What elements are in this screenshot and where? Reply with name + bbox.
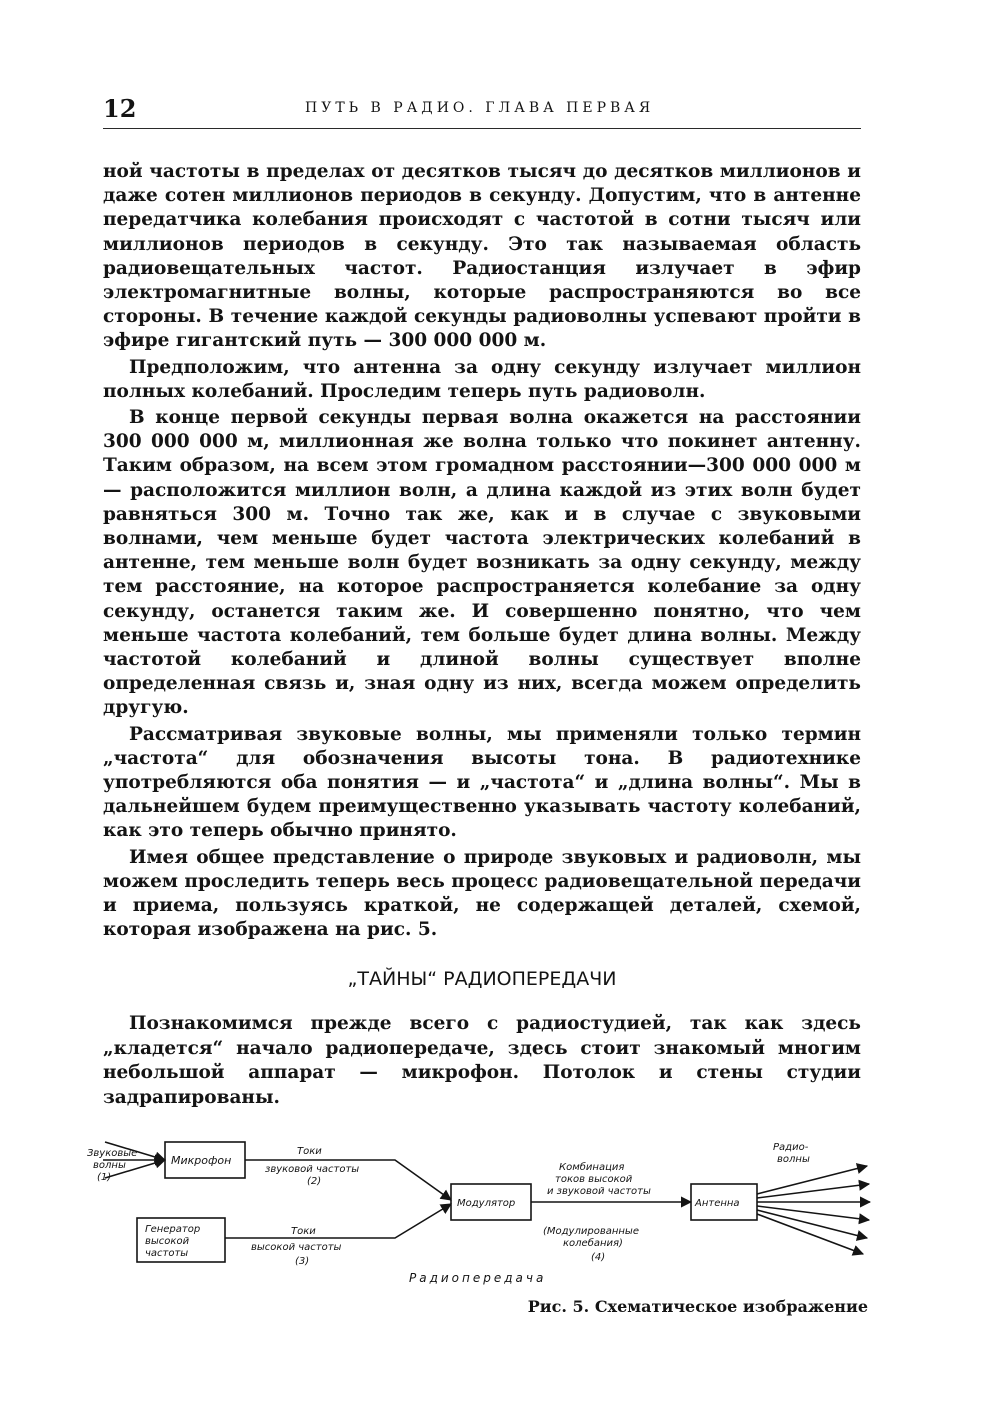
header-rule [103, 128, 861, 129]
label-modulated: колебания) [563, 1238, 623, 1249]
body-text [103, 160, 861, 943]
paragraph: Имея общее представление о природе звуковых и радиоволн, мы можем проследить теперь весь процесс радиовещательной передачи и приема, пользуясь краткой, не содержащей деталей, схемой, которая изображена на рис. 5. [103, 846, 861, 941]
hf-current-line [225, 1204, 451, 1238]
label-generator: частоты [145, 1248, 189, 1259]
page-number: 12 [103, 94, 137, 123]
section-paragraph [103, 1012, 861, 1110]
label-microphone: Микрофон [171, 1154, 232, 1167]
output-line [757, 1210, 867, 1238]
label-hf-current: высокой частоты [251, 1242, 342, 1253]
label-combined: токов высокой [555, 1174, 633, 1185]
paragraph: Познакомимся прежде всего с радиостудией, так как здесь „кладется“ начало радиопередаче, здесь стоит знакомый многим небольшой аппарат — микрофон. Потолок и стены студии задрапированы. [103, 1013, 861, 1108]
output-line [757, 1184, 869, 1198]
label-audio-current: звуковой частоты [265, 1164, 360, 1175]
label-generator: высокой [145, 1236, 190, 1247]
label-modulator: Модулятор [457, 1198, 516, 1209]
paragraph: В конце первой секунды первая волна окажется на расстоянии 300 000 000 м, миллионная же волна только что покинет антенну. Таким образом, на всем этом громадном расстоянии—300 000 000 м— расположится миллион волн, а длина каждой из этих волн будет равняться 300 м. Точно так же, как и в случае с звуковыми волнами, чем меньше будет частота электрических колебаний в антенне, тем меньше волн будет возникать за одну секунду, между тем расстояние, на которое распространяется колебание за одну секунду, останется таким же. И совершенно понятно, что чем меньше частота колебаний, тем больше будет длина волны. Между частотой колебаний и длиной волны существует вполне определенная связь и, зная одну из них, всегда можем определить другую. [103, 407, 861, 719]
label-sound-waves: Звуковые [87, 1148, 138, 1159]
diagram-title: Радиопередача [409, 1271, 547, 1285]
label-sound-waves: волны [93, 1160, 126, 1171]
label-audio-current: Токи [297, 1146, 322, 1157]
label-hf-current: Токи [291, 1226, 316, 1237]
section-heading: „ТАЙНЫ“ РАДИОПЕРЕДАЧИ [347, 968, 617, 990]
output-line [757, 1206, 869, 1220]
paragraph: ной частоты в пределах от десятков тысяч до десятков миллионов и даже сотен миллионов периодов в секунду. Допустим, что в антенне передатчика колебания происходят с частотой в сотни тысяч или миллионов периодов в секунду. Это так называемая область радиовещательных частот. Радиостанция излучает в эфир электромагнитные волны, которые распространяются во все стороны. В течение каждой секунды радиоволны успевают пройти в эфире гигантский путь — 300 000 000 м. [103, 161, 861, 352]
label-radio-waves: Радио- [773, 1142, 809, 1153]
output-line [757, 1166, 867, 1194]
paragraph: Рассматривая звуковые волны, мы применяли только термин „частота“ для обозначения высоты тона. В радиотехнике употребляются оба понятия — и „частота“ и „длина волны“. Мы в дальнейшем будем преимущественно указывать частоту колебаний, как это теперь обычно принято. [103, 723, 861, 842]
label-combined: Комбинация [559, 1162, 625, 1173]
label-audio-current: (2) [307, 1176, 322, 1187]
label-generator: Генератор [145, 1224, 201, 1235]
label-modulated: (4) [591, 1252, 606, 1263]
label-antenna: Антенна [695, 1198, 740, 1209]
label-radio-waves: волны [777, 1154, 810, 1165]
label-sound-waves: (1) [97, 1172, 112, 1183]
label-combined: и звуковой частоты [547, 1186, 651, 1197]
figure-caption: Рис. 5. Схематическое изображение [527, 1297, 868, 1316]
output-line [757, 1214, 863, 1254]
transmission-diagram [85, 1130, 885, 1290]
running-head: ПУТЬ В РАДИО. ГЛАВА ПЕРВАЯ [305, 100, 655, 116]
paragraph: Предположим, что антенна за одну секунду излучает миллион полных колебаний. Проследим теперь путь радиоволн. [103, 356, 861, 402]
label-hf-current: (3) [295, 1256, 310, 1267]
label-modulated: (Модулированные [543, 1226, 639, 1237]
